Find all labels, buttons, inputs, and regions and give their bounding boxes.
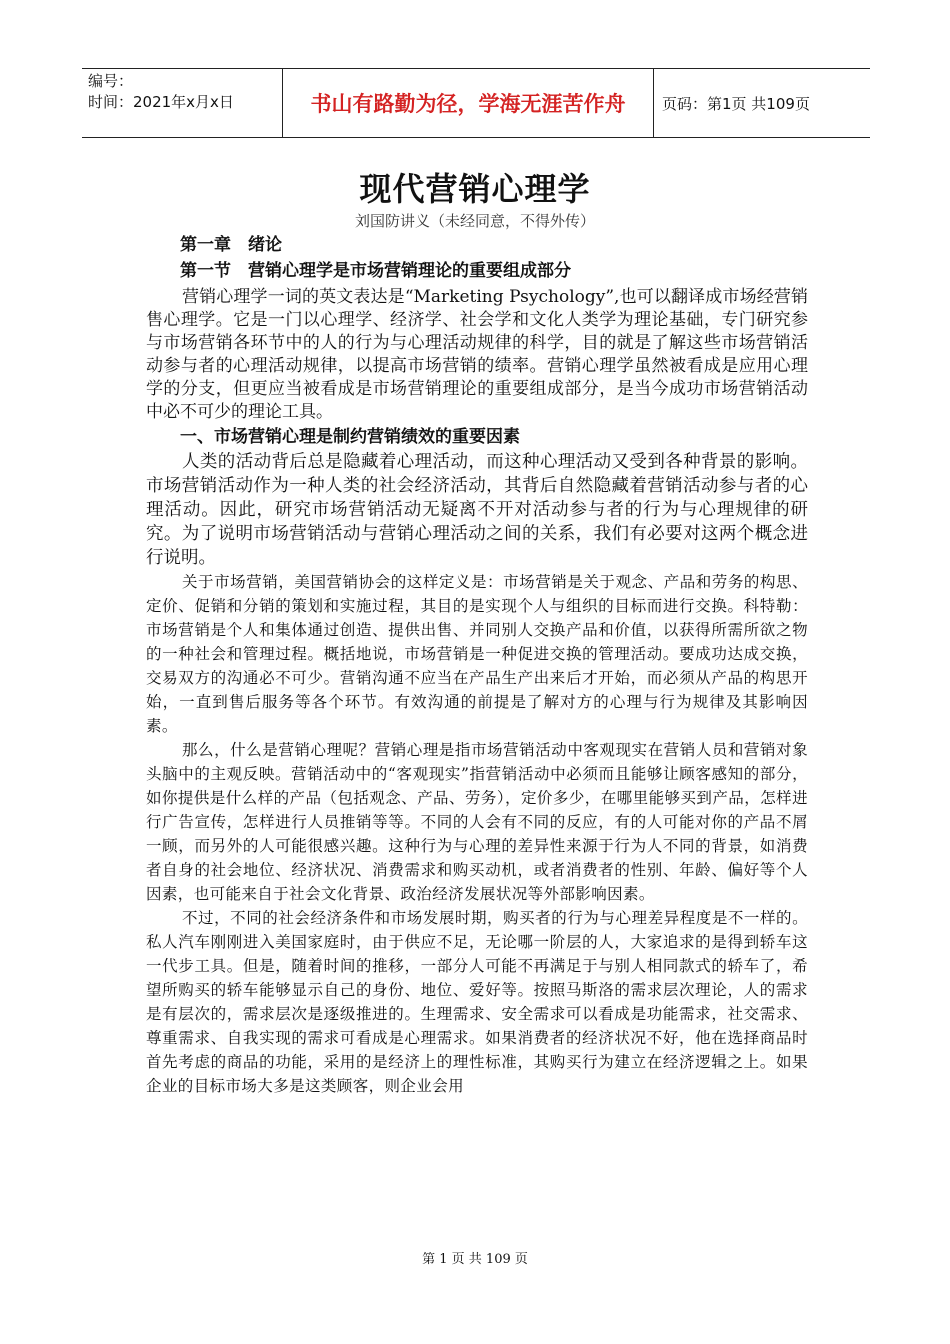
document-title: 现代营销心理学 <box>359 170 591 208</box>
document-body <box>146 232 808 1098</box>
header-page-number: 页码：第1页 共109页 <box>662 94 810 113</box>
paragraph: 关于市场营销，美国营销协会的这样定义是：市场营销是关于观念、产品和劳务的构思、定价、促销和分销的策划和实施过程，其目的是实现个人与组织的目标而进行交换。科特勒：市场营销是个人和集体通过创造、提供出售、并同别人交换产品和价值，以获得所需所欲之物的一种社会和管理过程。概括地说，市场营销是一种促进交换的管理活动。要成功达成交换，交易双方的沟通必不可少。营销沟通不应当在产品生产出来后才开始，而必须从产品的构思开始，一直到售后服务等各个环节。有效沟通的前提是了解对方的心理与行为规律及其影响因素。 <box>146 573 808 735</box>
paragraph: 不过，不同的社会经济条件和市场发展时期，购买者的行为与心理差异程度是不一样的。私人汽车刚刚进入美国家庭时，由于供应不足，无论哪一阶层的人，大家追求的是得到轿车这一代步工具。但是，随着时间的推移，一部分人可能不再满足于与别人相同款式的轿车了，希望所购买的轿车能够显示自己的身份、地位、爱好等。按照马斯洛的需求层次理论，人的需求是有层次的，需求层次是逐级推进的。生理需求、安全需求可以看成是功能需求，社交需求、尊重需求、自我实现的需求可看成是心理需求。如果消费者的经济状况不好，他在选择商品时首先考虑的商品的功能，采用的是经济上的理性标准，其购买行为建立在经济逻辑之上。如果企业的目标市场大多是这类顾客，则企业会用 <box>146 909 808 1095</box>
document-date: 时间：2021年x月x日 <box>88 93 234 111</box>
page-header <box>82 68 870 138</box>
document-number-label: 编号： <box>88 72 134 90</box>
section-heading: 第一节 营销心理学是市场营销理论的重要组成部分 <box>180 261 571 281</box>
header-meta <box>82 69 282 137</box>
header-motto: 书山有路勤为径，学海无涯苦作舟 <box>282 69 654 137</box>
page-footer: 第 1 页 共 109 页 <box>422 1252 528 1267</box>
subsection-heading: 一、市场营销心理是制约营销绩效的重要因素 <box>180 427 520 447</box>
paragraph: 营销心理学一词的英文表达是“Marketing Psychology”,也可以翻译成市场经营销售心理学。它是一门以心理学、经济学、社会学和文化人类学为理论基础，专门研究参与市场营销各环节中的人的行为与心理活动规律的科学，目的就是了解这些市场营销活动参与者的心理活动规律，以提高市场营销的绩率。营销心理学虽然被看成是应用心理学的分支，但更应当被看成是市场营销理论的重要组成部分，是当今成功市场营销活动中必不可少的理论工具。 <box>146 287 808 422</box>
paragraph: 人类的活动背后总是隐藏着心理活动，而这种心理活动又受到各种背景的影响。市场营销活动作为一种人类的社会经济活动，其背后自然隐藏着营销活动参与者的心理活动。因此，研究市场营销活动无疑离不开对活动参与者的行为与心理规律的研究。为了说明市场营销活动与营销心理活动之间的关系，我们有必要对这两个概念进行说明。 <box>146 452 808 568</box>
document-subtitle: 刘国防讲义（未经同意，不得外传） <box>354 212 595 230</box>
paragraph: 那么，什么是营销心理呢？营销心理是指市场营销活动中客观现实在营销人员和营销对象头脑中的主观反映。营销活动中的“客观现实”指营销活动中必须而且能够让顾客感知的部分，如你提供是什么样的产品（包括观念、产品、劳务），定价多少，在哪里能够买到产品，怎样进行广告宣传，怎样进行人员推销等等。不同的人会有不同的反应，有的人可能对你的产品不屑一顾，而另外的人可能很感兴趣。这种行为与心理的差异性来源于行为人不同的背景，如消费者自身的社会地位、经济状况、消费需求和购买动机，或者消费者的性别、年龄、偏好等个人因素，也可能来自于社会文化背景、政治经济发展状况等外部影响因素。 <box>146 741 808 903</box>
chapter-heading: 第一章 绪论 <box>180 235 282 255</box>
